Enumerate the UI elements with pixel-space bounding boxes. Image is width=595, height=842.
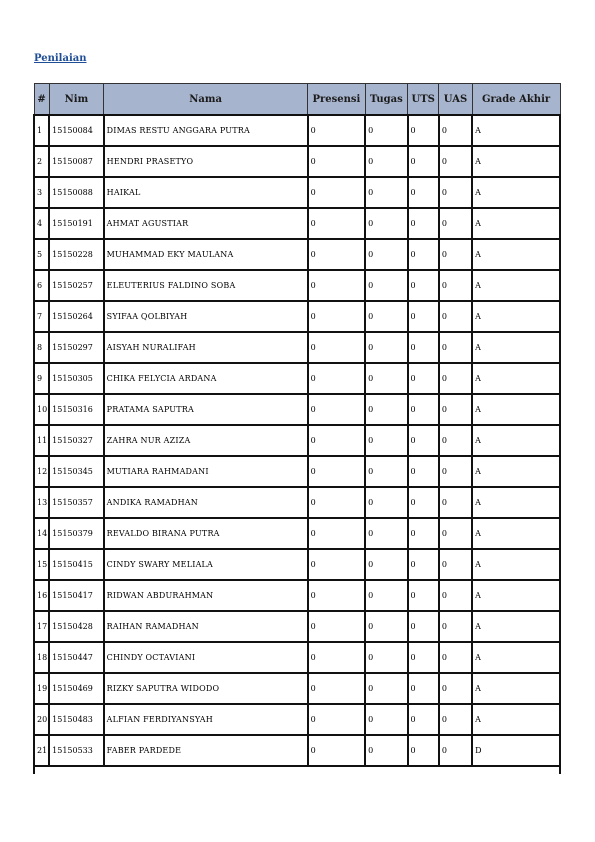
cell-tugas: 0	[365, 549, 407, 580]
cell-no: 20	[34, 704, 49, 735]
cell-nama: PRATAMA SAPUTRA	[104, 394, 308, 425]
header-no: #	[34, 84, 49, 116]
cell-nama: MUHAMMAD EKY MAULANA	[104, 239, 308, 270]
table-row	[34, 363, 560, 394]
header-nim: Nim	[49, 84, 104, 116]
cell-no: 15	[34, 549, 49, 580]
cell-nama: ELEUTERIUS FALDINO SOBA	[104, 270, 308, 301]
cell-uts: 0	[408, 487, 439, 518]
cell-nim: 15150327	[49, 425, 104, 456]
cell-no: 7	[34, 301, 49, 332]
cell-nim: 15150191	[49, 208, 104, 239]
cell-grade: A	[472, 673, 560, 704]
cell-no: 9	[34, 363, 49, 394]
cell-no: 16	[34, 580, 49, 611]
cell-nim: 15150088	[49, 177, 104, 208]
cell-nim: 15150257	[49, 270, 104, 301]
cell-nim: 15150087	[49, 146, 104, 177]
table-row	[34, 301, 560, 332]
cell-tugas: 0	[365, 363, 407, 394]
table-row	[34, 208, 560, 239]
cell-no: 14	[34, 518, 49, 549]
cell-nim: 15150447	[49, 642, 104, 673]
table-row	[34, 580, 560, 611]
cell-uts: 0	[408, 518, 439, 549]
cell-uas: 0	[439, 332, 472, 363]
header-uas: UAS	[439, 84, 472, 116]
table-row	[34, 394, 560, 425]
cell-grade: A	[472, 456, 560, 487]
cell-no: 13	[34, 487, 49, 518]
cell-no: 21	[34, 735, 49, 766]
cell-nim: 15150469	[49, 673, 104, 704]
cell-no: 2	[34, 146, 49, 177]
cell-presensi: 0	[308, 270, 366, 301]
cell-uts: 0	[408, 332, 439, 363]
table-row	[34, 487, 560, 518]
cell-uas: 0	[439, 735, 472, 766]
cell-presensi: 0	[308, 208, 366, 239]
cell-uts: 0	[408, 456, 439, 487]
cell-uts: 0	[408, 673, 439, 704]
header-presensi: Presensi	[308, 84, 366, 116]
table-row	[34, 270, 560, 301]
table-row	[34, 146, 560, 177]
cell-presensi: 0	[308, 363, 366, 394]
cell-uas: 0	[439, 704, 472, 735]
table-row	[34, 735, 560, 766]
cell-tugas: 0	[365, 487, 407, 518]
cell-presensi: 0	[308, 146, 366, 177]
cell-nim: 15150357	[49, 487, 104, 518]
table-row	[34, 115, 560, 146]
cell-tugas: 0	[365, 704, 407, 735]
cell-tugas: 0	[365, 146, 407, 177]
cell-uts: 0	[408, 301, 439, 332]
cell-tugas: 0	[365, 301, 407, 332]
cell-presensi: 0	[308, 704, 366, 735]
table-row	[34, 518, 560, 549]
cell-presensi: 0	[308, 642, 366, 673]
cell-nim: 15150084	[49, 115, 104, 146]
cell-uas: 0	[439, 177, 472, 208]
cell-nim: 15150345	[49, 456, 104, 487]
cell-nama: HAIKAL	[104, 177, 308, 208]
cell-no: 11	[34, 425, 49, 456]
cell-presensi: 0	[308, 611, 366, 642]
cell-uas: 0	[439, 425, 472, 456]
cell-presensi: 0	[308, 332, 366, 363]
table-row	[34, 704, 560, 735]
cell-grade: A	[472, 115, 560, 146]
cell-nim: 15150417	[49, 580, 104, 611]
cell-nama: AISYAH NURALIFAH	[104, 332, 308, 363]
cell-grade: A	[472, 611, 560, 642]
cell-no: 10	[34, 394, 49, 425]
cell-nama: ZAHRA NUR AZIZA	[104, 425, 308, 456]
cell-uas: 0	[439, 270, 472, 301]
cell-tugas: 0	[365, 673, 407, 704]
cell-no: 5	[34, 239, 49, 270]
cell-no: 17	[34, 611, 49, 642]
cell-uts: 0	[408, 549, 439, 580]
cell-grade: A	[472, 332, 560, 363]
cell-presensi: 0	[308, 115, 366, 146]
cell-grade: A	[472, 208, 560, 239]
cell-no: 6	[34, 270, 49, 301]
cell-presensi: 0	[308, 394, 366, 425]
cell-grade: A	[472, 642, 560, 673]
cell-uas: 0	[439, 115, 472, 146]
cell-tugas: 0	[365, 735, 407, 766]
cell-nim: 15150428	[49, 611, 104, 642]
cell-tugas: 0	[365, 115, 407, 146]
cell-uas: 0	[439, 301, 472, 332]
cell-grade: A	[472, 394, 560, 425]
cell-no: 1	[34, 115, 49, 146]
cell-uts: 0	[408, 270, 439, 301]
cell-grade: A	[472, 580, 560, 611]
cell-nim: 15150316	[49, 394, 104, 425]
cell-uts: 0	[408, 177, 439, 208]
cell-presensi: 0	[308, 425, 366, 456]
cell-nim: 15150297	[49, 332, 104, 363]
cell-grade: A	[472, 487, 560, 518]
cell-nama: RIZKY SAPUTRA WIDODO	[104, 673, 308, 704]
cell-nim: 15150483	[49, 704, 104, 735]
cell-uas: 0	[439, 456, 472, 487]
header-uts: UTS	[408, 84, 439, 116]
cell-tugas: 0	[365, 177, 407, 208]
cell-nama: ANDIKA RAMADHAN	[104, 487, 308, 518]
table-row	[34, 611, 560, 642]
cell-presensi: 0	[308, 487, 366, 518]
cell-uas: 0	[439, 642, 472, 673]
cell-presensi: 0	[308, 580, 366, 611]
table-row	[34, 425, 560, 456]
cell-presensi: 0	[308, 673, 366, 704]
cell-tugas: 0	[365, 332, 407, 363]
cell-nim: 15150379	[49, 518, 104, 549]
cell-nim: 15150533	[49, 735, 104, 766]
cell-uas: 0	[439, 208, 472, 239]
cell-tugas: 0	[365, 270, 407, 301]
table-row	[34, 456, 560, 487]
cell-uas: 0	[439, 673, 472, 704]
cell-tugas: 0	[365, 518, 407, 549]
table-continuation	[33, 766, 561, 774]
header-tugas: Tugas	[365, 84, 407, 116]
table-row	[34, 239, 560, 270]
cell-tugas: 0	[365, 580, 407, 611]
cell-uts: 0	[408, 735, 439, 766]
cell-presensi: 0	[308, 301, 366, 332]
cell-presensi: 0	[308, 549, 366, 580]
cell-uas: 0	[439, 518, 472, 549]
cell-no: 8	[34, 332, 49, 363]
cell-uts: 0	[408, 704, 439, 735]
table-row	[34, 549, 560, 580]
cell-nama: CINDY SWARY MELIALA	[104, 549, 308, 580]
cell-grade: A	[472, 239, 560, 270]
cell-uts: 0	[408, 363, 439, 394]
cell-tugas: 0	[365, 239, 407, 270]
cell-nim: 15150264	[49, 301, 104, 332]
header-grade: Grade Akhir	[472, 84, 560, 116]
table-row	[34, 332, 560, 363]
cell-tugas: 0	[365, 456, 407, 487]
cell-presensi: 0	[308, 735, 366, 766]
cell-uts: 0	[408, 239, 439, 270]
cell-nama: AHMAT AGUSTIAR	[104, 208, 308, 239]
cell-uas: 0	[439, 146, 472, 177]
cell-uts: 0	[408, 146, 439, 177]
cell-nama: HENDRI PRASETYO	[104, 146, 308, 177]
section-title: Penilaian	[34, 53, 87, 64]
cell-tugas: 0	[365, 642, 407, 673]
cell-tugas: 0	[365, 425, 407, 456]
cell-no: 4	[34, 208, 49, 239]
table-row	[34, 673, 560, 704]
cell-uas: 0	[439, 487, 472, 518]
cell-uts: 0	[408, 580, 439, 611]
cell-uts: 0	[408, 425, 439, 456]
cell-grade: A	[472, 518, 560, 549]
cell-uas: 0	[439, 239, 472, 270]
cell-no: 3	[34, 177, 49, 208]
cell-tugas: 0	[365, 611, 407, 642]
cell-nim: 15150305	[49, 363, 104, 394]
cell-presensi: 0	[308, 456, 366, 487]
cell-uts: 0	[408, 394, 439, 425]
cell-nama: MUTIARA RAHMADANI	[104, 456, 308, 487]
table-header-row	[34, 84, 560, 116]
cell-nama: FABER PARDEDE	[104, 735, 308, 766]
cell-nama: CHIKA FELYCIA ARDANA	[104, 363, 308, 394]
cell-nama: RIDWAN ABDURAHMAN	[104, 580, 308, 611]
cell-nama: RAIHAN RAMADHAN	[104, 611, 308, 642]
cell-tugas: 0	[365, 394, 407, 425]
cell-uas: 0	[439, 363, 472, 394]
cell-uas: 0	[439, 549, 472, 580]
grades-table	[33, 83, 561, 767]
table-body	[34, 115, 560, 766]
cell-grade: A	[472, 425, 560, 456]
cell-uas: 0	[439, 580, 472, 611]
cell-uts: 0	[408, 642, 439, 673]
cell-uas: 0	[439, 394, 472, 425]
cell-presensi: 0	[308, 177, 366, 208]
table-row	[34, 177, 560, 208]
cell-uts: 0	[408, 115, 439, 146]
cell-grade: A	[472, 270, 560, 301]
cell-uts: 0	[408, 208, 439, 239]
cell-nama: REVALDO BIRANA PUTRA	[104, 518, 308, 549]
cell-presensi: 0	[308, 239, 366, 270]
cell-grade: A	[472, 146, 560, 177]
cell-tugas: 0	[365, 208, 407, 239]
cell-nama: ALFIAN FERDIYANSYAH	[104, 704, 308, 735]
cell-nama: DIMAS RESTU ANGGARA PUTRA	[104, 115, 308, 146]
cell-grade: A	[472, 301, 560, 332]
cell-presensi: 0	[308, 518, 366, 549]
cell-nama: SYIFAA QOLBIYAH	[104, 301, 308, 332]
cell-grade: D	[472, 735, 560, 766]
cell-nim: 15150415	[49, 549, 104, 580]
cell-uas: 0	[439, 611, 472, 642]
cell-nim: 15150228	[49, 239, 104, 270]
header-nama: Nama	[104, 84, 308, 116]
cell-uts: 0	[408, 611, 439, 642]
cell-grade: A	[472, 177, 560, 208]
cell-nama: CHINDY OCTAVIANI	[104, 642, 308, 673]
cell-no: 18	[34, 642, 49, 673]
cell-grade: A	[472, 363, 560, 394]
cell-no: 12	[34, 456, 49, 487]
cell-grade: A	[472, 549, 560, 580]
cell-no: 19	[34, 673, 49, 704]
cell-grade: A	[472, 704, 560, 735]
table-row	[34, 642, 560, 673]
